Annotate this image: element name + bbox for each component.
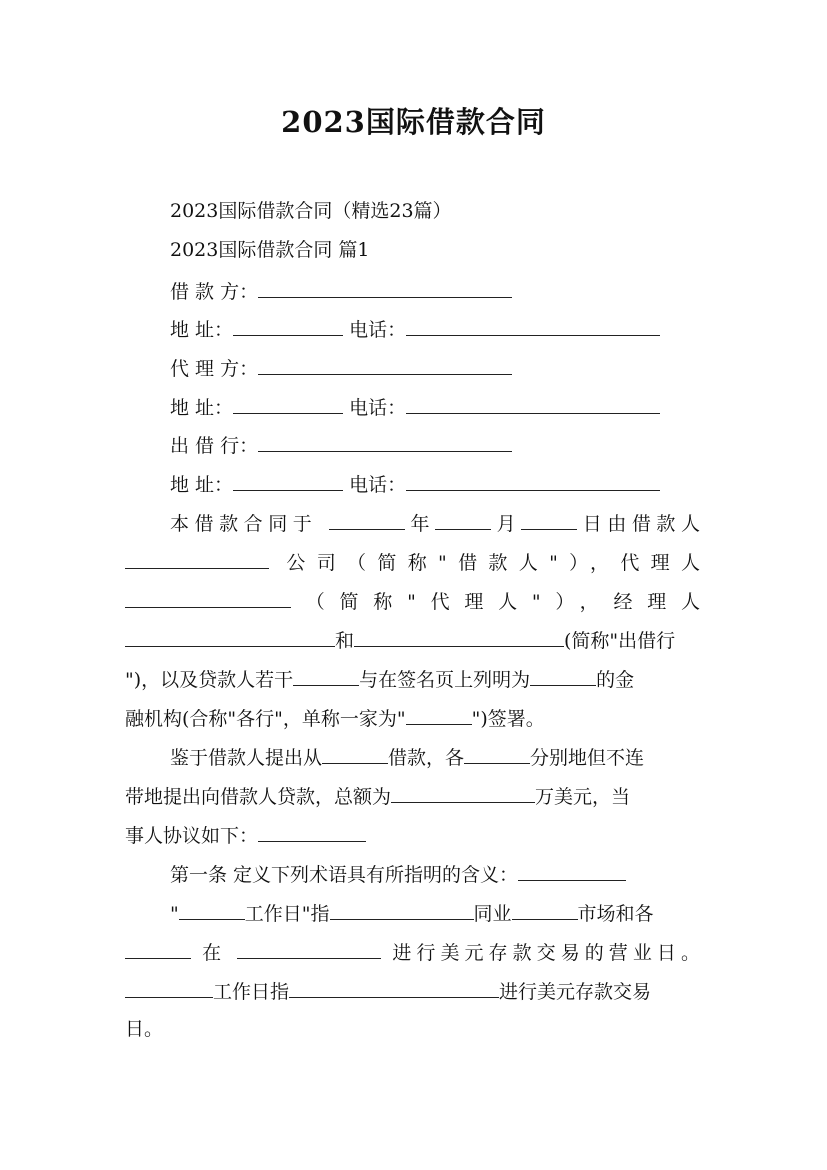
manager-blank-2: [354, 626, 564, 647]
para1-line1: [170, 509, 700, 537]
text: 月: [491, 513, 522, 535]
borrower-label: 借 款 方：: [170, 281, 259, 303]
article1-line3: [125, 938, 700, 966]
loan-source-blank: [322, 743, 388, 764]
address-blank: [233, 470, 343, 491]
text: 日由借款人: [577, 513, 700, 535]
text: 万美元，当: [535, 786, 631, 808]
para1-line5: [125, 665, 700, 693]
address-label: 地 址：: [170, 319, 234, 341]
phone-blank: [406, 470, 660, 491]
para2-line2: [125, 782, 700, 810]
para2-line3: [125, 821, 700, 849]
text: ")签署。: [471, 708, 545, 730]
lenders-blank: [293, 665, 359, 686]
text: 与在签名页上列明为: [359, 669, 531, 691]
para1-line3: [125, 587, 700, 615]
definition-blank: [518, 860, 626, 881]
phone-label: 电话：: [349, 319, 407, 341]
text: 工作日"指: [244, 903, 330, 925]
agent-name-blank: [125, 587, 291, 608]
text: ")，以及贷款人若干: [125, 669, 294, 691]
text: 第一条 定义下列术语具有所指明的含义：: [170, 864, 519, 886]
agent-line: [170, 354, 512, 382]
each-blank: [464, 743, 530, 764]
lender-label: 出 借 行：: [170, 435, 259, 457]
signature-page-blank: [530, 665, 596, 686]
workday-def-blank: [289, 977, 499, 998]
borrower-line: [170, 277, 512, 305]
para2-line1: [170, 743, 700, 771]
agent-address-line: [170, 393, 660, 421]
location-blank: [237, 938, 381, 959]
bank-name-blank: [406, 704, 472, 725]
phone-label: 电话：: [349, 397, 407, 419]
article1-line4: [125, 977, 700, 1005]
text: （简称"代理人"），经理人: [291, 591, 700, 613]
text: 分别地但不连: [530, 747, 645, 769]
text: 进行美元存款交易: [499, 981, 652, 1003]
interbank-blank: [330, 899, 474, 920]
borrower-address-line: [170, 315, 660, 343]
para1-line2: [125, 548, 700, 576]
text: 工作日指: [213, 981, 290, 1003]
text: 的金: [596, 669, 635, 691]
workday-type-blank: [125, 977, 213, 998]
article1-line5: 日。: [125, 1018, 164, 1040]
month-blank: [435, 509, 491, 530]
subtitle: 2023国际借款合同（精选23篇）: [170, 200, 452, 222]
agent-blank: [258, 354, 512, 375]
address-label: 地 址：: [170, 397, 234, 419]
market-blank: [512, 899, 578, 920]
para1-line6: [125, 704, 700, 732]
text: 和: [335, 630, 355, 652]
address-label: 地 址：: [170, 474, 234, 496]
document-title: 2023国际借款合同: [281, 105, 546, 139]
text: 市场和各: [577, 903, 654, 925]
article1-line2: [170, 899, 700, 927]
amount-blank: [391, 782, 535, 803]
agent-label: 代 理 方：: [170, 358, 259, 380]
text: 带地提出向借款人贷款，总额为: [125, 786, 392, 808]
para1-line4: [125, 626, 700, 654]
place-blank: [125, 938, 191, 959]
text: 年: [404, 513, 436, 535]
text: (简称"出借行: [564, 630, 676, 652]
text: 公司（简称"借款人"），代理人: [286, 552, 700, 574]
company-blank: [125, 548, 269, 569]
year-blank: [329, 509, 405, 530]
article1-heading: [170, 860, 700, 888]
section-heading: 2023国际借款合同 篇1: [170, 239, 370, 261]
agreement-blank: [258, 821, 366, 842]
text: 进行美元存款交易的营业日。: [392, 942, 700, 964]
address-blank: [233, 393, 343, 414]
phone-label: 电话：: [349, 474, 407, 496]
borrower-blank: [258, 277, 512, 298]
day-blank: [521, 509, 577, 530]
lender-blank: [258, 431, 512, 452]
address-blank: [233, 315, 343, 336]
phone-blank: [406, 393, 660, 414]
text: ": [170, 903, 179, 925]
text: 本借款合同于: [170, 513, 318, 535]
phone-blank: [406, 315, 660, 336]
lender-line: [170, 431, 512, 459]
lender-address-line: [170, 470, 660, 498]
text: 融机构(合称"各行"，单称一家为": [125, 708, 406, 730]
text: 鉴于借款人提出从: [170, 747, 323, 769]
text: 同业: [473, 903, 512, 925]
text: 事人协议如下：: [125, 825, 259, 847]
text: 借款，各: [388, 747, 465, 769]
manager-blank-1: [125, 626, 335, 647]
workday-blank: [179, 899, 245, 920]
text: 在: [202, 942, 227, 964]
